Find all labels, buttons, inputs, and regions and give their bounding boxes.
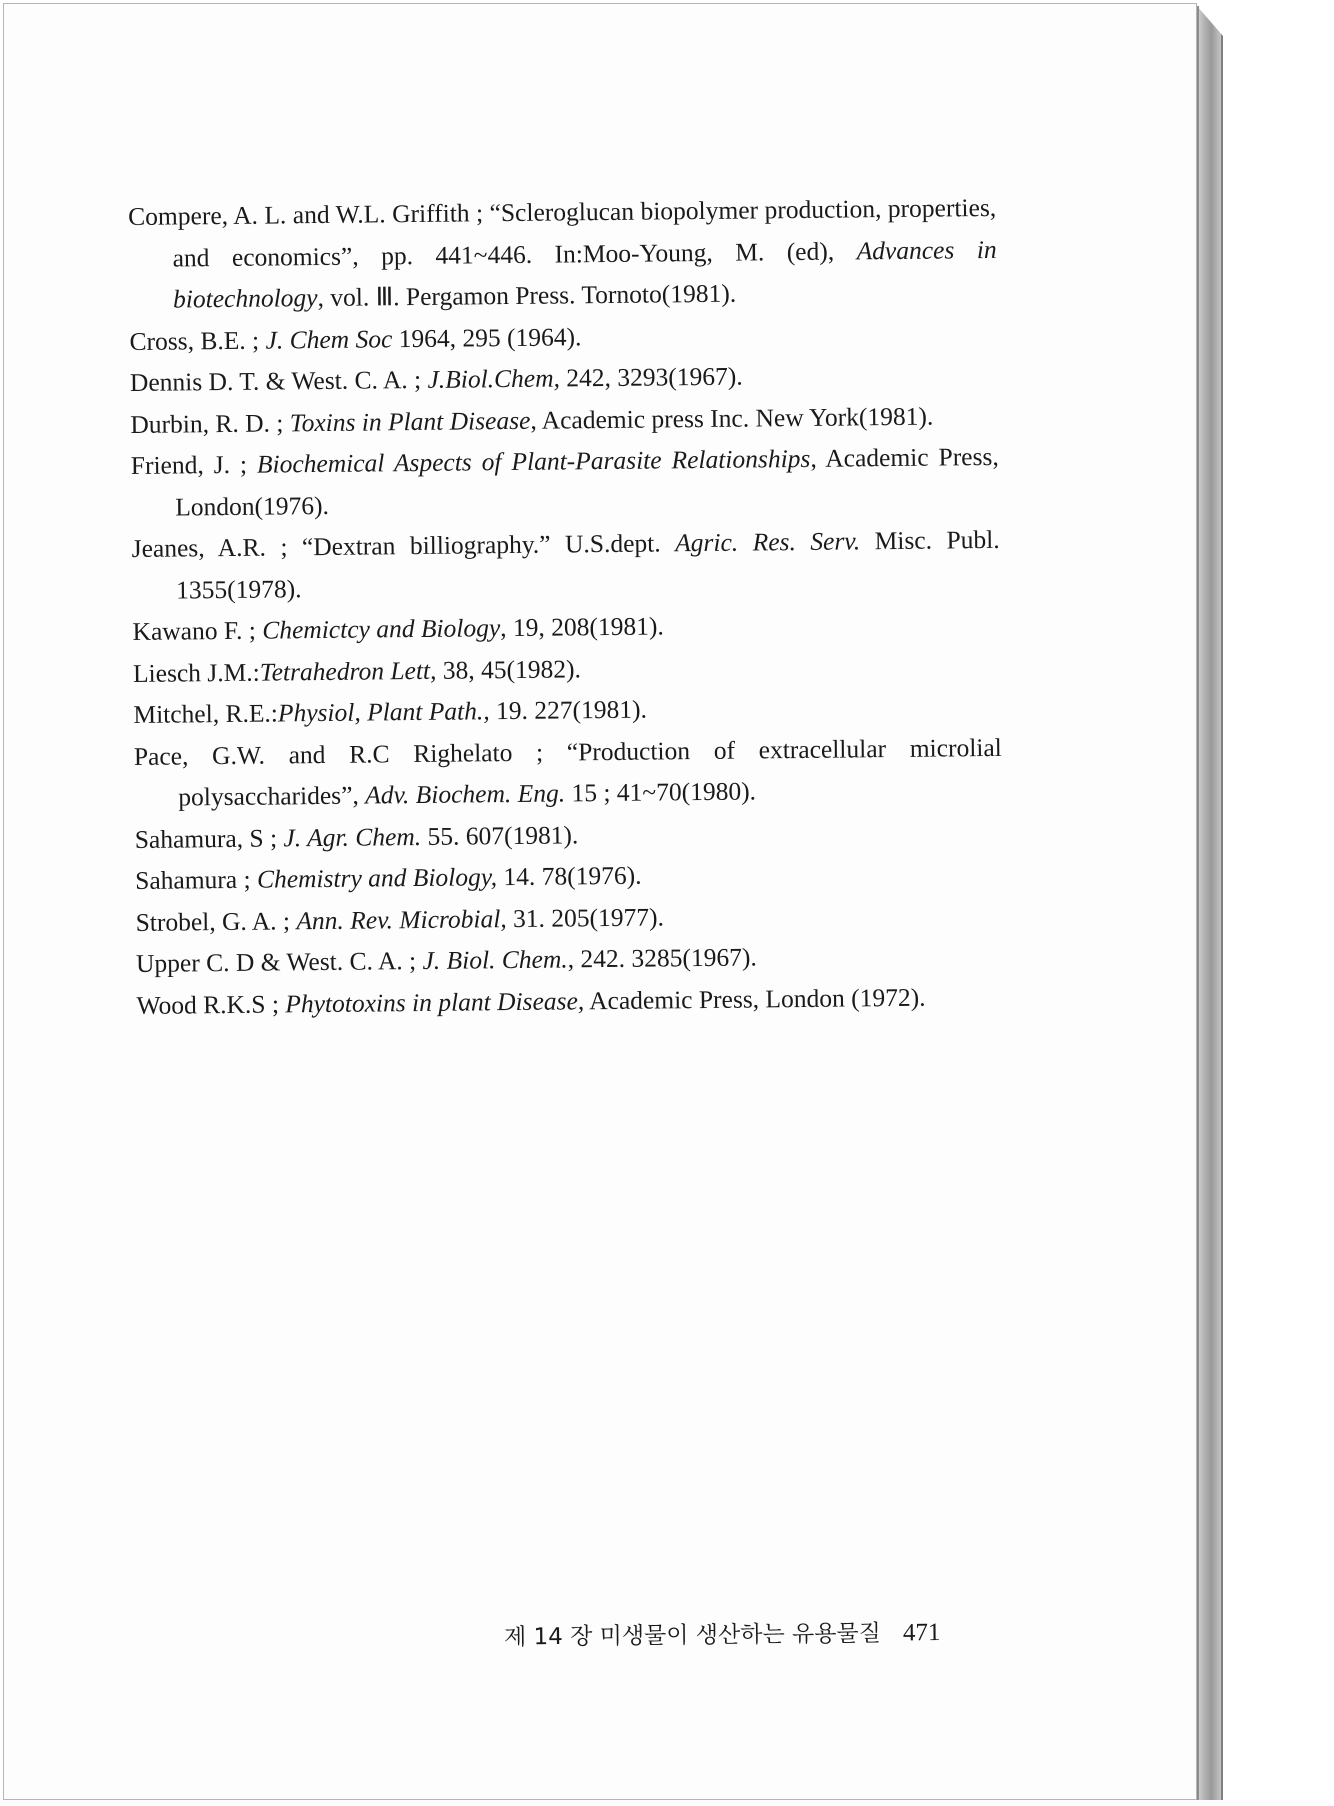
reference-entry: Sahamura ; Chemistry and Biology, 14. 78(1976).: [135, 860, 642, 895]
reference-entry: Liesch J.M.:Tetrahedron Lett, 38, 45(1982).: [132, 653, 582, 688]
document-page: [3, 3, 1197, 1800]
reference-entry: Durbin, R. D. ; Toxins in Plant Disease, Academic press Inc. New York(1981).: [130, 401, 934, 439]
reference-entry: Mitchel, R.E.:Physiol, Plant Path., 19. 227(1981).: [133, 694, 648, 729]
reference-entry: Compere, A. L. and W.L. Griffith ; “Scleroglucan biopolymer production, properties, and economics”, pp. 441~446. In:Moo-Young, M. (ed), Advances in biotechnology, vol. Ⅲ. Pergamon Press. Tornoto(1981).: [128, 192, 997, 314]
reference-entry: Dennis D. T. & West. C. A. ; J.Biol.Chem, 242, 3293(1967).: [129, 361, 743, 397]
reference-entry: Wood R.K.S ; Phytotoxins in plant Disease, Academic Press, London (1972).: [136, 982, 926, 1020]
page-edge-shadow: [1197, 6, 1223, 1800]
reference-entry: Upper C. D & West. C. A. ; J. Biol. Chem., 242. 3285(1967).: [135, 942, 757, 978]
reference-entry: Sahamura, S ; J. Agr. Chem. 55. 607(1981).: [134, 819, 579, 854]
reference-entry: Pace, G.W. and R.C Righelato ; “Production of extracellular microlial polysaccharides”, Adv. Biochem. Eng. 15 ; 41~70(1980).: [133, 732, 1002, 812]
reference-entry: Friend, J. ; Biochemical Aspects of Plant-Parasite Relationships, Academic Press, London(1976).: [130, 441, 999, 522]
reference-entry: Strobel, G. A. ; Ann. Rev. Microbial, 31. 205(1977).: [135, 901, 665, 937]
page-footer: [504, 1613, 1004, 1651]
reference-list: [128, 187, 1005, 1026]
reference-entry: Jeanes, A.R. ; “Dextran billiography.” U.S.dept. Agric. Res. Serv. Misc. Publ. 1355(1978).: [131, 524, 1000, 605]
reference-entry: Cross, B.E. ; J. Chem Soc 1964, 295 (1964).: [129, 321, 582, 356]
page-number: 471: [902, 1619, 941, 1647]
page-edge-line: [1197, 6, 1199, 1800]
reference-entry: Kawano F. ; Chemictcy and Biology, 19, 208(1981).: [132, 611, 664, 646]
chapter-title: 제 14 장 미생물이 생산하는 유용물질: [503, 1620, 882, 1651]
